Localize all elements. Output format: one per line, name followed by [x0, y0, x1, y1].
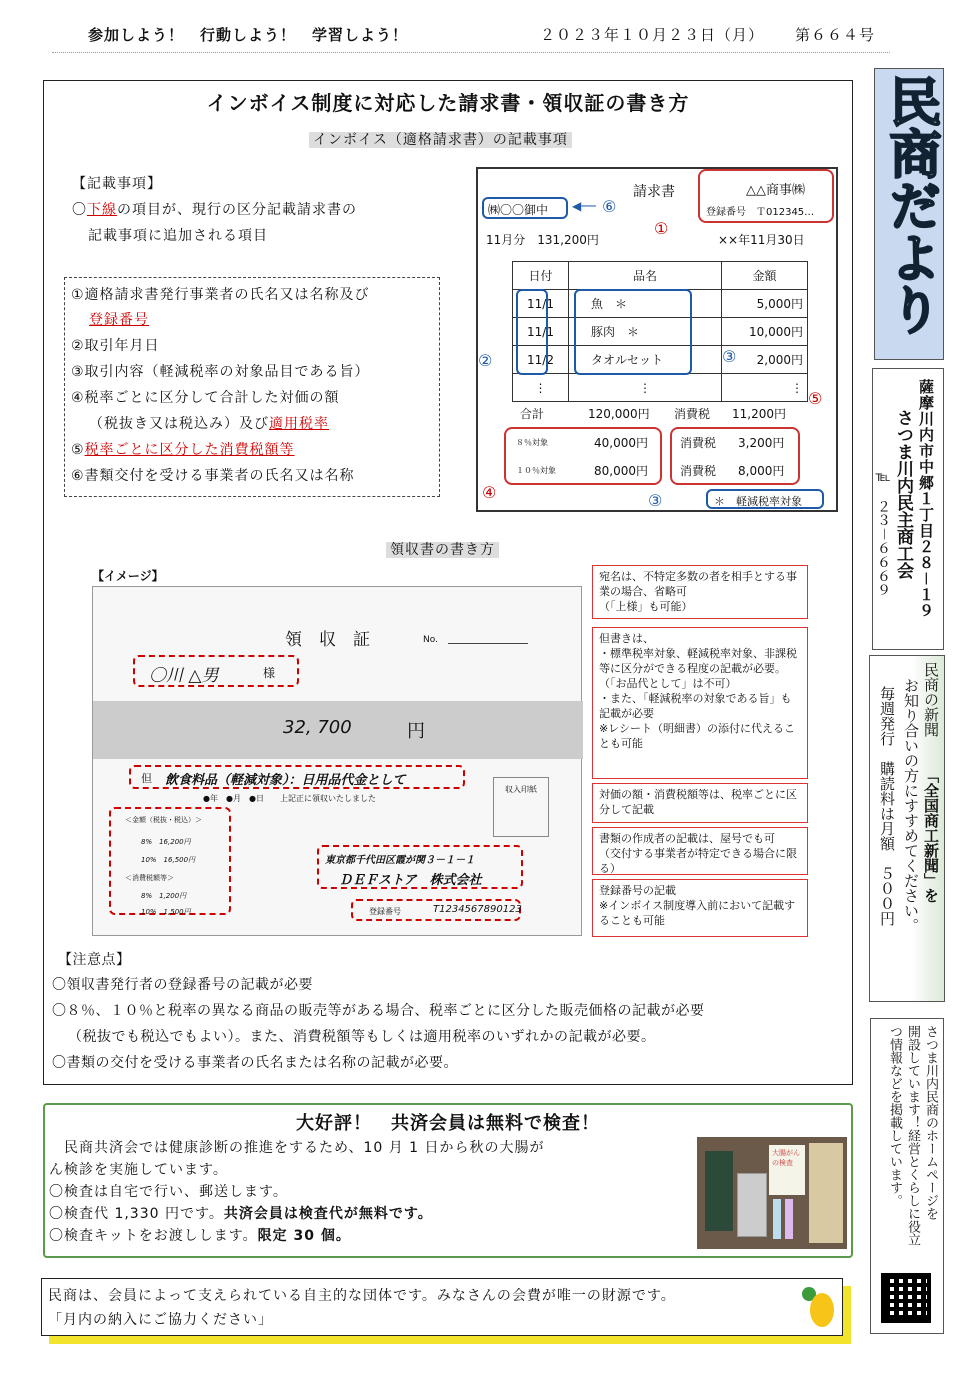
table-row: 11/1 魚 ＊ 5,000円	[513, 290, 808, 318]
homepage-notice	[870, 1018, 944, 1334]
date-highlight	[516, 289, 548, 375]
org-tel: ℡ ２３－６６６９	[875, 469, 891, 597]
note-2: 〇８％、１０％と税率の異なる商品の販売等がある場合、税率ごとに区分した販売価格の記載が必要	[52, 1003, 705, 1019]
kyosai-box	[43, 1103, 853, 1258]
inv-reg: 登録番号 Ｔ012345…	[706, 207, 815, 218]
recipient-box: ㈱〇〇御中	[482, 197, 568, 219]
kyosai-p2: 〇検査は自宅で行い、郵送します。	[49, 1184, 288, 1200]
marker-1: ①	[654, 219, 669, 238]
req-3: ③取引内容（軽減税率の対象品目である旨）	[71, 364, 370, 380]
invoice-table: 日付 品名 金額 11/1 魚 ＊ 5,000円 11/1 豚肉 ＊ 10,000円 11/2 タオルセット 2,000円 ⋮ ⋮ ⋮	[512, 261, 808, 402]
note-2b: （税抜でも税込でもよい）。また、消費税額等もしくは適用税率のいずれかの記載が必要。	[68, 1029, 656, 1045]
inv-title: 請求書	[633, 184, 675, 200]
header-divider	[52, 52, 890, 62]
kyosai-title: 大好評！ 共済会員は無料で検査！	[296, 1113, 600, 1134]
subheading-receipt: 領収書の書き方	[386, 542, 499, 558]
table-row: 11/1 豚肉 ＊ 10,000円	[513, 318, 808, 346]
kyosai-p1b: ん検診を実施しています。	[49, 1162, 228, 1178]
note-registration: 登録番号の記載 ※インボイス制度導入前において記載することも可能	[592, 879, 808, 937]
header-date: ２０２３年１０月２３日（月）	[540, 26, 765, 44]
org-info	[872, 368, 944, 650]
marker-3: ③	[722, 347, 737, 366]
req-1b: 登録番号	[89, 312, 149, 328]
req-1: ①適格請求書発行事業者の氏名又は名称及び	[71, 287, 370, 303]
kyosai-p3: 〇検査代 1,330 円です。共済会員は検査代が無料です。	[49, 1206, 433, 1222]
note-description: 但書きは、 ・標準税率対象、軽減税率対象、非課税等に区分ができる程度の記載が必要。 （「お品代として」は不可） ・また、「軽減税率の対象である旨」も記載が必要 ※レシート（明細書）の添付に代えることも可能	[592, 627, 808, 779]
subheading-invoice: インボイス（適格請求書）の記載事項	[309, 132, 572, 148]
items-head: 【記載事項】	[72, 176, 162, 192]
receipt-date: ●年 ●月 ●日 上記正に領収いたしました	[203, 794, 376, 803]
registration-box: 登録番号 T1234567890123	[351, 899, 521, 921]
receipt-title: 領 収 証	[285, 630, 370, 650]
test-kit-photo: 大腸がんの検査	[697, 1137, 847, 1249]
marker-2: ②	[478, 351, 493, 370]
news-1: 民商の新聞	[922, 662, 940, 737]
image-label: 【イメージ】	[92, 569, 164, 583]
masthead-logo: 民商だより	[880, 75, 940, 335]
notes-head: 【注意点】	[58, 952, 131, 968]
article-title: インボイス制度に対応した請求書・領収証の書き方	[206, 91, 690, 115]
marker-3b: ③	[648, 491, 663, 510]
org-name: さつま川内民主商工会	[893, 409, 913, 579]
arrow-6: ◀──	[572, 199, 596, 213]
table-row: ⋮ ⋮ ⋮	[513, 374, 808, 402]
invoice-sample	[476, 167, 838, 512]
items-intro: 〇下線の項目が、現行の区分記載請求書の	[72, 202, 357, 218]
receipt-yen: 円	[407, 721, 425, 742]
header-slogan: 参加しよう！ 行動しよう！ 学習しよう！	[88, 26, 409, 44]
hp-3: つ情報などを掲載しています。	[887, 1025, 902, 1207]
note-3: 〇書類の交付を受ける事業者の氏名または名称の記載が必要。	[52, 1055, 458, 1071]
chick-icon	[800, 1283, 836, 1331]
receipt-sample	[92, 586, 582, 936]
inv-date: ××年11月30日	[718, 233, 805, 247]
header-issue: 第６６４号	[795, 26, 876, 44]
kyosai-p4: 〇検査キットをお渡しします。限定 30 個。	[49, 1228, 351, 1244]
news-3: お知り合いの方にすすめてください。	[902, 678, 920, 933]
breakdown-box: ＜金額（税抜・税込）＞ 8% 16,200円 10% 16,500円 ＜消費税額等＞ 8% 1,200円 10% 1,500円	[109, 807, 231, 915]
table-row: 11/2 タオルセット 2,000円	[513, 346, 808, 374]
masthead	[874, 68, 944, 360]
org-address: 薩摩川内市中郷１丁目２８－１９	[917, 379, 935, 620]
member-line-2: 「月内の納入にご協力ください」	[48, 1312, 273, 1328]
inv-tax-label: 消費税	[674, 407, 711, 421]
inv-total: 120,000円	[588, 407, 650, 421]
hp-1: さつま川内民商のホームページを	[923, 1025, 938, 1220]
amount-band	[93, 701, 583, 759]
note-1: 〇領収書発行者の登録番号の記載が必要	[52, 977, 313, 993]
req-4b: （税抜き又は税込み）及び適用税率	[89, 416, 329, 432]
tax-box: 消費税 3,200円 消費税 8,000円	[670, 427, 800, 485]
marker-6: ⑥	[602, 197, 617, 216]
inv-tax: 11,200円	[732, 407, 786, 421]
member-line-1: 民商は、会員によって支えられている自主的な団体です。みなさんの会費が唯一の財源です。	[48, 1288, 676, 1304]
kyosai-p1: 民商共済会では健康診断の推進をするため、10 月 1 日から秋の大腸が	[49, 1140, 545, 1156]
membership-box	[41, 1278, 843, 1336]
receipt-no: No.	[423, 635, 438, 645]
description-box: 但 飲食料品（軽減対象）：日用品代金として	[129, 765, 465, 789]
note-issuer: 書類の作成者の記載は、屋号でも可 （交付する事業者が特定できる場合に限る）	[592, 827, 808, 875]
qr-code[interactable]	[881, 1273, 931, 1323]
receipt-amount: 32, 700	[283, 717, 352, 738]
req-4: ④税率ごとに区分して合計した対価の額	[71, 390, 340, 406]
inv-issuer: △△商事㈱	[746, 183, 805, 198]
news-2: 「全国商工新聞」を	[922, 768, 940, 903]
requirements-box	[64, 277, 440, 497]
newspaper-ad	[869, 655, 945, 1002]
recipient-name-box: 〇川 △男 様	[133, 655, 299, 687]
reduced-mark: ＊ 軽減税率対象	[706, 489, 824, 509]
issuer-address-box: 東京都千代田区霞が関３－１－１ ＤＥＦストア 株式会社	[317, 845, 523, 889]
req-6: ⑥書類交付を受ける事業者の氏名又は名称	[71, 468, 355, 484]
rate-box: ８％対象 40,000円 １０％対象 80,000円	[504, 427, 662, 485]
marker-5: ⑤	[808, 389, 823, 408]
stamp-box: 収入印紙	[493, 777, 549, 837]
news-4: 毎週発行 購読料は月額 ５００円	[878, 686, 896, 926]
note-tax-amount: 対価の額・消費税額等は、税率ごとに区分して記載	[592, 783, 808, 823]
item-highlight	[574, 289, 692, 375]
hp-2: 開設しています！経営とくらしに役立	[905, 1025, 920, 1246]
req-2: ②取引年月日	[71, 338, 160, 354]
marker-4: ④	[482, 483, 497, 502]
invoice-article	[43, 80, 853, 1085]
req-5: ⑤税率ごとに区分した消費税額等	[71, 442, 295, 458]
issuer-box	[698, 169, 834, 223]
items-intro-2: 記載事項に追加される項目	[88, 228, 268, 244]
inv-total-label: 合計	[520, 407, 545, 421]
inv-month: 11月分 131,200円	[486, 233, 599, 247]
note-addressee: 宛名は、不特定多数の者を相手とする事業の場合、省略可 （「上様」も可能）	[592, 565, 808, 619]
